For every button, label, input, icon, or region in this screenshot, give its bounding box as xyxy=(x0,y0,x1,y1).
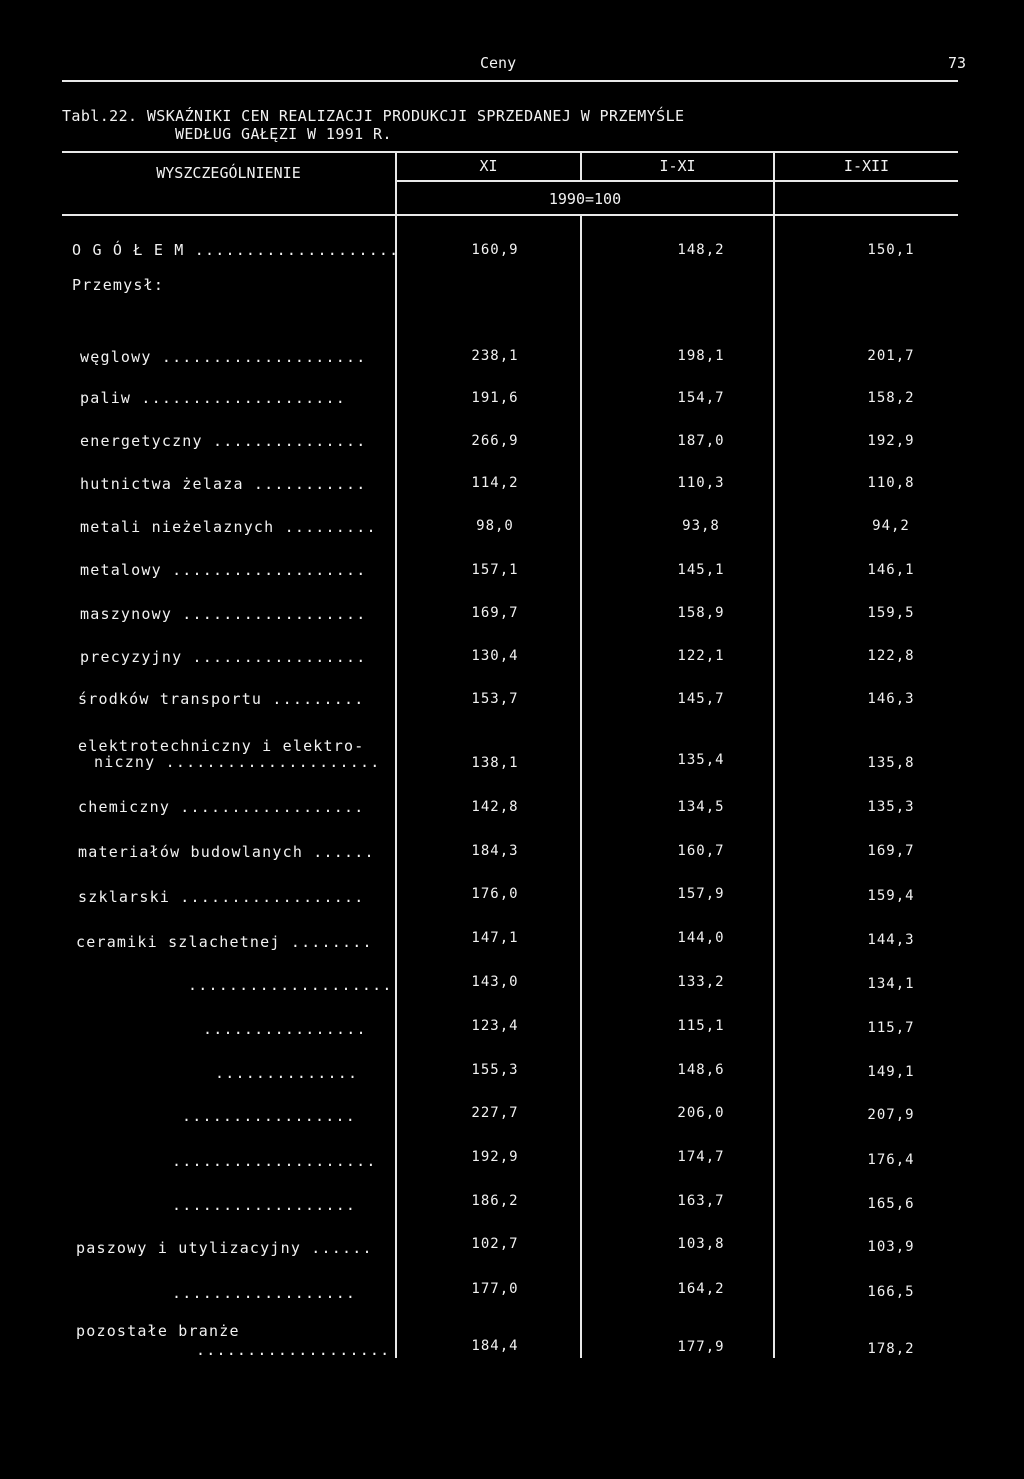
cell-xi: 186,2 xyxy=(471,1193,519,1209)
cell-i-xi: 110,3 xyxy=(677,475,725,491)
row-label: elektrotechniczny i elektro- xyxy=(78,737,365,755)
cell-xi: 227,7 xyxy=(471,1105,519,1121)
cell-xi: 142,8 xyxy=(471,799,519,815)
cell-xi: 184,4 xyxy=(471,1338,519,1354)
row-label: .............. xyxy=(215,1064,359,1082)
cell-i-xi: 148,2 xyxy=(677,242,725,258)
cell-i-xii: 146,3 xyxy=(867,691,915,707)
table-top-rule xyxy=(62,151,958,153)
cell-i-xii: 201,7 xyxy=(867,348,915,364)
row-label: szklarski .................. xyxy=(78,888,365,906)
cell-xi: 102,7 xyxy=(471,1236,519,1252)
cell-i-xi: 134,5 xyxy=(677,799,725,815)
cell-i-xi: 115,1 xyxy=(677,1018,725,1034)
table-title-line1: Tabl.22. WSKAŹNIKI CEN REALIZACJI PRODUKCJI SPRZEDANEJ W PRZEMYŚLE xyxy=(62,107,685,125)
cell-i-xii: 176,4 xyxy=(867,1152,915,1168)
cell-xi: 98,0 xyxy=(476,518,514,534)
cell-xi: 157,1 xyxy=(471,562,519,578)
cell-i-xii: 134,1 xyxy=(867,976,915,992)
cell-xi: 177,0 xyxy=(471,1281,519,1297)
body-divider-ixi xyxy=(773,216,775,1358)
cell-i-xi: 177,9 xyxy=(677,1339,725,1355)
row-label: maszynowy .................. xyxy=(80,605,367,623)
row-label: energetyczny ............... xyxy=(80,432,367,450)
row-label: metali nieżelaznych ......... xyxy=(80,518,377,536)
cell-xi: 147,1 xyxy=(471,930,519,946)
cell-i-xii: 166,5 xyxy=(867,1284,915,1300)
header-rule xyxy=(62,80,958,82)
cell-i-xi: 160,7 xyxy=(677,843,725,859)
body-divider-xi xyxy=(580,216,582,1358)
header-bottom-rule xyxy=(62,214,958,216)
cell-i-xii: 165,6 xyxy=(867,1196,915,1212)
cell-i-xi: 122,1 xyxy=(677,648,725,664)
cell-i-xi: 154,7 xyxy=(677,390,725,406)
cell-i-xii: 146,1 xyxy=(867,562,915,578)
cell-i-xii: 103,9 xyxy=(867,1239,915,1255)
row-label: paszowy i utylizacyjny ...... xyxy=(76,1239,373,1257)
cell-i-xi: 174,7 xyxy=(677,1149,725,1165)
row-label: pozostałe branże xyxy=(76,1322,240,1340)
row-label: węglowy .................... xyxy=(80,348,367,366)
column-header-xi: XI xyxy=(479,157,498,175)
column-header-i-xii: I-XII xyxy=(843,157,890,175)
column-header-base: 1990=100 xyxy=(548,190,622,208)
cell-i-xii: 94,2 xyxy=(872,518,910,534)
table-title-line2: WEDŁUG GAŁĘZI W 1991 R. xyxy=(175,125,392,143)
row-label: .................. xyxy=(172,1284,357,1302)
cell-i-xii: 135,8 xyxy=(867,755,915,771)
cell-i-xii: 115,7 xyxy=(867,1020,915,1036)
row-label: .................. xyxy=(172,1196,357,1214)
row-label: .................... xyxy=(172,1152,377,1170)
cell-i-xii: 149,1 xyxy=(867,1064,915,1080)
cell-i-xii: 192,9 xyxy=(867,433,915,449)
cell-i-xi: 206,0 xyxy=(677,1105,725,1121)
cell-xi: 130,4 xyxy=(471,648,519,664)
running-header-section: Ceny xyxy=(480,54,517,72)
cell-i-xi: 144,0 xyxy=(677,930,725,946)
row-label: .................... xyxy=(188,976,393,994)
cell-i-xi: 198,1 xyxy=(677,348,725,364)
row-label: chemiczny .................. xyxy=(78,798,365,816)
cell-xi: 176,0 xyxy=(471,886,519,902)
cell-xi: 138,1 xyxy=(471,755,519,771)
cell-i-xi: 163,7 xyxy=(677,1193,725,1209)
row-label: precyzyjny ................. xyxy=(80,648,367,666)
cell-i-xii: 144,3 xyxy=(867,932,915,948)
cell-i-xii: 150,1 xyxy=(867,242,915,258)
row-label-continuation: ................... xyxy=(196,1341,391,1359)
row-label: materiałów budowlanych ...... xyxy=(78,843,375,861)
row-label: środków transportu ......... xyxy=(78,690,365,708)
cell-i-xi: 158,9 xyxy=(677,605,725,621)
cell-i-xii: 159,4 xyxy=(867,888,915,904)
row-label: ................. xyxy=(182,1107,356,1125)
cell-xi: 155,3 xyxy=(471,1062,519,1078)
cell-xi: 123,4 xyxy=(471,1018,519,1034)
row-label: O G Ó Ł E M .................... xyxy=(72,241,400,259)
page-number: 73 xyxy=(948,54,967,72)
cell-xi: 184,3 xyxy=(471,843,519,859)
cell-xi: 192,9 xyxy=(471,1149,519,1165)
cell-xi: 153,7 xyxy=(471,691,519,707)
cell-xi: 191,6 xyxy=(471,390,519,406)
cell-i-xi: 187,0 xyxy=(677,433,725,449)
cell-i-xii: 158,2 xyxy=(867,390,915,406)
cell-i-xii: 178,2 xyxy=(867,1341,915,1357)
header-mid-rule xyxy=(396,180,958,182)
cell-i-xii: 110,8 xyxy=(867,475,915,491)
cell-i-xi: 148,6 xyxy=(677,1062,725,1078)
cell-i-xii: 135,3 xyxy=(867,799,915,815)
row-label: paliw .................... xyxy=(80,389,346,407)
cell-xi: 114,2 xyxy=(471,475,519,491)
row-label: hutnictwa żelaza ........... xyxy=(80,475,367,493)
cell-i-xii: 207,9 xyxy=(867,1107,915,1123)
cell-i-xi: 145,1 xyxy=(677,562,725,578)
column-header-spec: WYSZCZEGÓLNIENIE xyxy=(156,164,301,182)
row-label-continuation: niczny ..................... xyxy=(94,753,381,771)
cell-i-xii: 169,7 xyxy=(867,843,915,859)
column-header-i-xi: I-XI xyxy=(659,157,696,175)
cell-xi: 160,9 xyxy=(471,242,519,258)
row-label: ................ xyxy=(203,1020,367,1038)
cell-i-xi: 93,8 xyxy=(682,518,720,534)
cell-i-xi: 103,8 xyxy=(677,1236,725,1252)
cell-xi: 266,9 xyxy=(471,433,519,449)
row-label: ceramiki szlachetnej ........ xyxy=(76,933,373,951)
cell-i-xi: 133,2 xyxy=(677,974,725,990)
row-label: metalowy ................... xyxy=(80,561,367,579)
cell-xi: 169,7 xyxy=(471,605,519,621)
cell-i-xi: 157,9 xyxy=(677,886,725,902)
cell-i-xi: 145,7 xyxy=(677,691,725,707)
body-divider-spec xyxy=(395,216,397,1358)
cell-xi: 143,0 xyxy=(471,974,519,990)
cell-i-xi: 135,4 xyxy=(677,752,725,768)
cell-i-xi: 164,2 xyxy=(677,1281,725,1297)
cell-xi: 238,1 xyxy=(471,348,519,364)
cell-i-xii: 159,5 xyxy=(867,605,915,621)
cell-i-xii: 122,8 xyxy=(867,648,915,664)
row-label: Przemysł: xyxy=(72,276,165,294)
